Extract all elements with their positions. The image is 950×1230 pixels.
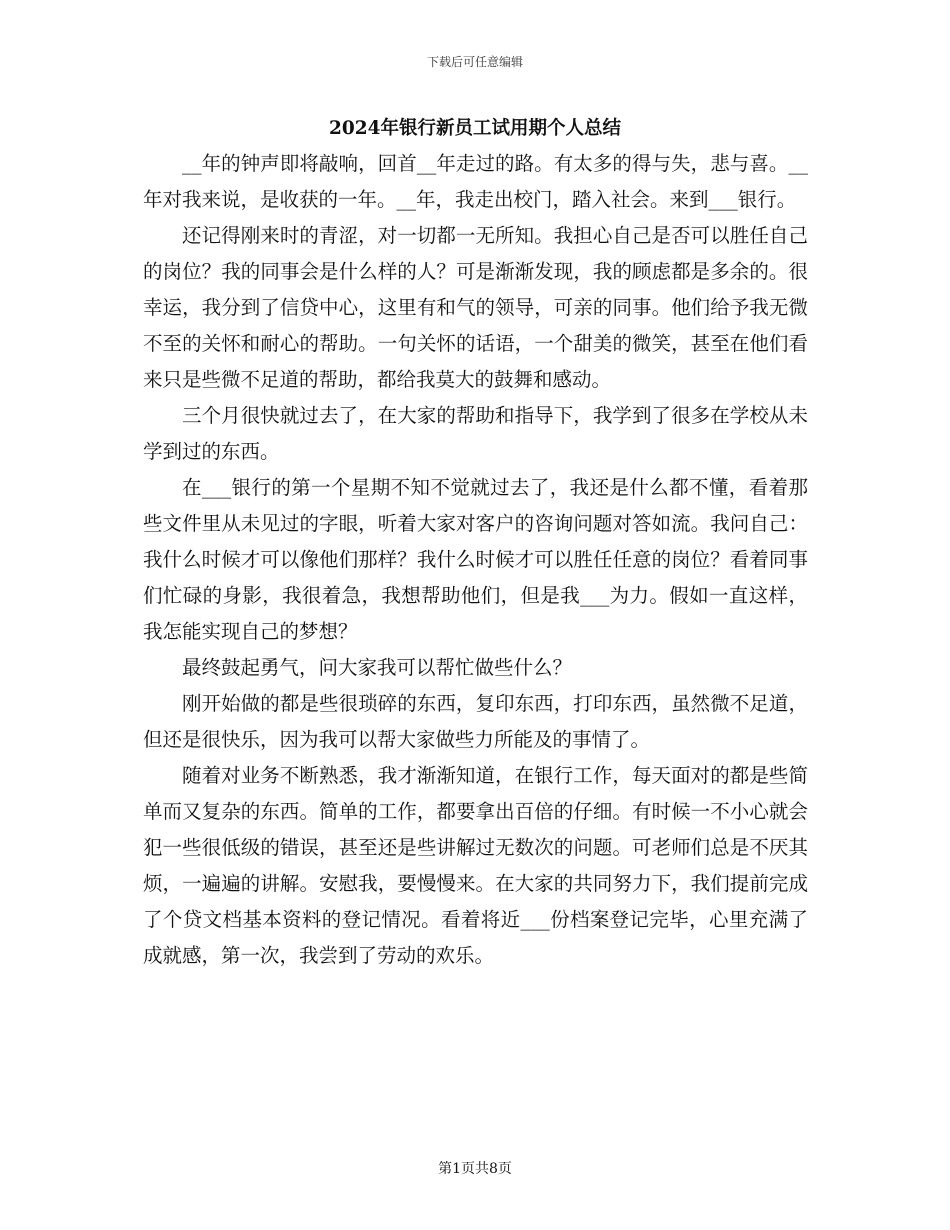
page-number: 第1页共8页 — [438, 1161, 512, 1177]
document-body — [143, 146, 808, 974]
paragraph-7: 随着对业务不断熟悉，我才渐渐知道，在银行工作，每天面对的都是些简单而又复杂的东西。简单的工作，都要拿出百倍的仔细。有时候一不小心就会犯一些很低级的错误，甚至还是些讲解过无数次的问题。可老师们总是不厌其烦，一遍遍的讲解。安慰我，要慢慢来。在大家的共同努力下，我们提前完成了个贷文档基本资料的登记情况。看着将近___份档案登记完毕，心里充满了成就感，第一次，我尝到了劳动的欢乐。 — [143, 764, 808, 967]
paragraph-3: 三个月很快就过去了，在大家的帮助和指导下，我学到了很多在学校从未学到过的东西。 — [143, 404, 808, 463]
paragraph-5: 最终鼓起勇气，问大家我可以帮忙做些什么？ — [182, 656, 573, 679]
page-header-note: 下载后可任意编辑 — [426, 55, 523, 69]
paragraph-1: __年的钟声即将敲响，回首__年走过的路。有太多的得与失，悲与喜。__年对我来说，是收获的一年。__年，我走出校门，踏入社会。来到___银行。 — [143, 152, 808, 211]
paragraph-4: 在___银行的第一个星期不知不觉就过去了，我还是什么都不懂，看着那些文件里从未见过的字眼，听着大家对客户的咨询问题对答如流。我问自己：我什么时候才可以像他们那样？我什么时候才可以胜任任意的岗位？看着同事们忙碌的身影，我很着急，我想帮助他们，但是我___为力。假如一直这样，我怎能实现自己的梦想？ — [143, 476, 808, 643]
paragraph-6: 刚开始做的都是些很琐碎的东西，复印东西，打印东西，虽然微不足道，但还是很快乐，因为我可以帮大家做些力所能及的事情了。 — [143, 692, 808, 751]
document-title: 2024年银行新员工试用期个人总结 — [329, 118, 621, 139]
paragraph-2: 还记得刚来时的青涩，对一切都一无所知。我担心自己是否可以胜任自己的岗位？我的同事会是什么样的人？可是渐渐发现，我的顾虑都是多余的。很幸运，我分到了信贷中心，这里有和气的领导，可亲的同事。他们给予我无微不至的关怀和耐心的帮助。一句关怀的话语，一个甜美的微笑，甚至在他们看来只是些微不足道的帮助，都给我莫大的鼓舞和感动。 — [143, 224, 808, 391]
